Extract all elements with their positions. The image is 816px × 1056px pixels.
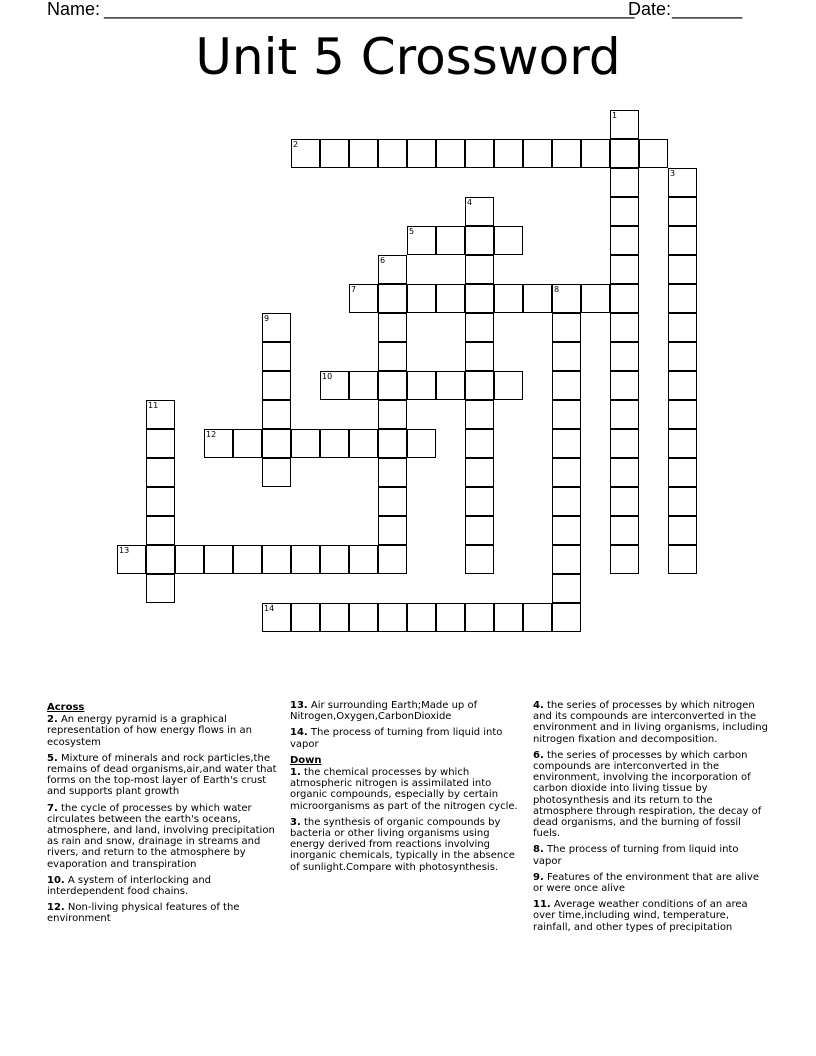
clue-item-number: 5. [47, 752, 58, 764]
grid-cell[interactable] [262, 458, 291, 487]
clue-item-number: 11. [533, 899, 551, 911]
grid-cell[interactable] [610, 429, 639, 458]
clue-number: 7 [351, 285, 357, 294]
grid-cell[interactable] [465, 603, 494, 632]
grid-cell[interactable] [407, 226, 436, 255]
grid-cell[interactable] [262, 400, 291, 429]
grid-cell[interactable] [581, 284, 610, 313]
grid-cell[interactable] [668, 255, 697, 284]
name-label: Name: [47, 0, 106, 19]
date-label: Date: [628, 0, 677, 19]
clue-item [533, 899, 768, 933]
grid-cell[interactable] [320, 429, 349, 458]
grid-cell[interactable] [610, 313, 639, 342]
grid-cell[interactable] [523, 603, 552, 632]
clue-section-heading: Down [290, 754, 322, 766]
grid-cell[interactable] [465, 371, 494, 400]
grid-cell[interactable] [668, 226, 697, 255]
date-line[interactable]: _______ [672, 0, 743, 19]
clue-item-text: Average weather conditions of an area over time,including wind, temperature, rainfall, and other types of precipitation [533, 899, 748, 933]
grid-cell[interactable] [262, 545, 291, 574]
grid-cell[interactable] [407, 139, 436, 168]
clue-item-number: 8. [533, 844, 544, 856]
grid-cell[interactable] [349, 603, 378, 632]
grid-cell[interactable] [146, 487, 175, 516]
grid-cell[interactable] [262, 603, 291, 632]
grid-cell[interactable] [523, 284, 552, 313]
clue-item [47, 753, 282, 798]
grid-cell[interactable] [465, 516, 494, 545]
clue-item [47, 714, 282, 748]
clue-number: 9 [264, 314, 270, 323]
grid-cell[interactable] [349, 139, 378, 168]
grid-cell[interactable] [146, 545, 175, 574]
grid-cell[interactable] [610, 342, 639, 371]
grid-cell[interactable] [320, 371, 349, 400]
grid-cell[interactable] [668, 487, 697, 516]
grid-cell[interactable] [610, 197, 639, 226]
clue-number: 14 [264, 604, 275, 613]
grid-cell[interactable] [465, 226, 494, 255]
grid-cell[interactable] [378, 545, 407, 574]
clue-item [533, 844, 768, 866]
clue-item-text: the series of processes by which nitrogen and its compounds are interconverted in the environment and in living organisms, including nitrogen fixation and decomposition. [533, 700, 768, 745]
grid-cell[interactable] [552, 574, 581, 603]
grid-cell[interactable] [175, 545, 204, 574]
grid-cell[interactable] [610, 371, 639, 400]
grid-cell[interactable] [552, 284, 581, 313]
grid-cell[interactable] [465, 545, 494, 574]
grid-cell[interactable] [552, 400, 581, 429]
clue-number: 10 [322, 372, 333, 381]
grid-cell[interactable] [204, 545, 233, 574]
clue-item-text: the synthesis of organic compounds by bacteria or other living organisms using energy derived from reactions involving inorganic chemicals, typically in the absence of sunlight.Compare with photosynthesis. [290, 816, 515, 873]
clue-item-number: 6. [533, 749, 544, 761]
grid-cell[interactable] [378, 516, 407, 545]
clue-number: 8 [554, 285, 560, 294]
clue-item [533, 872, 768, 894]
grid-cell[interactable] [610, 458, 639, 487]
grid-cell[interactable] [407, 429, 436, 458]
grid-cell[interactable] [378, 371, 407, 400]
grid-cell[interactable] [465, 400, 494, 429]
grid-cell[interactable] [291, 545, 320, 574]
clues-column-2 [290, 700, 525, 878]
grid-cell[interactable] [465, 342, 494, 371]
grid-cell[interactable] [378, 603, 407, 632]
clue-item [290, 817, 525, 873]
grid-cell[interactable] [552, 516, 581, 545]
grid-cell[interactable] [668, 284, 697, 313]
grid-cell[interactable] [378, 139, 407, 168]
clue-item-number: 3. [290, 816, 301, 828]
clue-number: 4 [467, 198, 473, 207]
grid-cell[interactable] [465, 197, 494, 226]
grid-cell[interactable] [291, 429, 320, 458]
clue-item-number: 13. [290, 700, 308, 711]
grid-cell[interactable] [349, 284, 378, 313]
grid-cell[interactable] [610, 545, 639, 574]
grid-cell[interactable] [610, 139, 639, 168]
grid-cell[interactable] [291, 603, 320, 632]
grid-cell[interactable] [465, 313, 494, 342]
grid-cell[interactable] [668, 400, 697, 429]
clue-number: 3 [670, 169, 676, 178]
grid-cell[interactable] [552, 371, 581, 400]
grid-cell[interactable] [407, 371, 436, 400]
grid-cell[interactable] [378, 429, 407, 458]
grid-cell[interactable] [146, 574, 175, 603]
grid-cell[interactable] [320, 545, 349, 574]
clue-item [533, 700, 768, 745]
clue-item-number: 9. [533, 871, 544, 883]
clue-number: 5 [409, 227, 415, 236]
clue-item [47, 803, 282, 870]
clue-number: 12 [206, 430, 217, 439]
grid-cell[interactable] [436, 139, 465, 168]
grid-cell[interactable] [610, 226, 639, 255]
grid-cell[interactable] [146, 429, 175, 458]
grid-cell[interactable] [262, 429, 291, 458]
grid-cell[interactable] [668, 168, 697, 197]
grid-cell[interactable] [610, 168, 639, 197]
grid-cell[interactable] [668, 516, 697, 545]
grid-cell[interactable] [668, 313, 697, 342]
grid-cell[interactable] [668, 458, 697, 487]
grid-cell[interactable] [552, 139, 581, 168]
clue-item-text: the cycle of processes by which water circulates between the earth's oceans, atmosphere, and land, involving precipitation as rain and snow, drainage in streams and rivers, and return to the atmosphere by evaporation and transpiration [47, 802, 275, 870]
grid-cell[interactable] [668, 197, 697, 226]
clue-item-text: Features of the environment that are alive or were once alive [533, 871, 759, 895]
grid-cell[interactable] [204, 429, 233, 458]
clue-item-text: Non-living physical features of the environment [47, 902, 240, 925]
clues-column-3 [533, 700, 768, 938]
grid-cell[interactable] [552, 545, 581, 574]
grid-cell[interactable] [494, 226, 523, 255]
grid-cell[interactable] [610, 284, 639, 313]
grid-cell[interactable] [378, 458, 407, 487]
clue-item-number: 4. [533, 700, 544, 711]
grid-cell[interactable] [494, 603, 523, 632]
clue-item [533, 750, 768, 840]
clue-item [290, 727, 525, 749]
grid-cell[interactable] [262, 342, 291, 371]
grid-cell[interactable] [436, 226, 465, 255]
grid-cell[interactable] [552, 603, 581, 632]
grid-cell[interactable] [610, 110, 639, 139]
grid-cell[interactable] [465, 458, 494, 487]
grid-cell[interactable] [233, 545, 262, 574]
grid-cell[interactable] [146, 516, 175, 545]
grid-cell[interactable] [407, 603, 436, 632]
grid-cell[interactable] [378, 313, 407, 342]
clue-item-number: 7. [47, 802, 58, 814]
clue-item-text: Mixture of minerals and rock particles,the remains of dead organisms,air,and water that forms on the top-most layer of Earth's crust and supports plant growth [47, 752, 277, 798]
clue-number: 13 [119, 546, 130, 555]
grid-cell[interactable] [523, 139, 552, 168]
grid-cell[interactable] [668, 371, 697, 400]
clue-number: 11 [148, 401, 159, 410]
clue-item [47, 902, 282, 924]
name-line[interactable]: _____________________________________________________ [104, 0, 635, 19]
clue-number: 6 [380, 256, 386, 265]
grid-cell[interactable] [610, 400, 639, 429]
clue-item-text: the series of processes by which carbon compounds are interconverted in the environment, involving the incorporation of carbon dioxide into living tissue by photosynthesis and its return to the atmosphere through respiration, the decay of dead organisms, and the burning of fossil fuels. [533, 749, 762, 840]
grid-cell[interactable] [233, 429, 262, 458]
page-title: Unit 5 Crossword [195, 28, 621, 86]
grid-cell[interactable] [494, 284, 523, 313]
clue-section-heading: Across [47, 702, 85, 713]
clue-item-number: 10. [47, 874, 65, 886]
grid-cell[interactable] [494, 139, 523, 168]
clue-number: 2 [293, 140, 299, 149]
clue-item-number: 12. [47, 902, 65, 914]
clue-number: 1 [612, 111, 618, 120]
grid-cell[interactable] [668, 342, 697, 371]
grid-cell[interactable] [610, 255, 639, 284]
grid-cell[interactable] [349, 371, 378, 400]
grid-cell[interactable] [378, 342, 407, 371]
grid-cell[interactable] [465, 139, 494, 168]
clue-item-text: the chemical processes by which atmospheric nitrogen is assimilated into organic compounds, especially by certain microorganisms as part of the nitrogen cycle. [290, 767, 518, 812]
grid-cell[interactable] [552, 313, 581, 342]
grid-cell[interactable] [436, 371, 465, 400]
grid-cell[interactable] [668, 429, 697, 458]
clues-column-1 [47, 700, 282, 930]
grid-cell[interactable] [494, 371, 523, 400]
grid-cell[interactable] [378, 400, 407, 429]
grid-cell[interactable] [117, 545, 146, 574]
grid-cell[interactable] [465, 429, 494, 458]
grid-cell[interactable] [349, 545, 378, 574]
grid-cell[interactable] [407, 284, 436, 313]
grid-cell[interactable] [291, 139, 320, 168]
grid-cell[interactable] [668, 545, 697, 574]
grid-cell[interactable] [610, 487, 639, 516]
grid-cell[interactable] [610, 516, 639, 545]
clue-item-text: The process of turning from liquid into vapor [290, 727, 503, 750]
grid-cell[interactable] [146, 458, 175, 487]
clue-item [290, 700, 525, 722]
clue-item [290, 767, 525, 812]
grid-cell[interactable] [436, 284, 465, 313]
grid-cell[interactable] [320, 139, 349, 168]
grid-cell[interactable] [378, 255, 407, 284]
grid-cell[interactable] [378, 284, 407, 313]
grid-cell[interactable] [262, 313, 291, 342]
clue-item-text: A system of interlocking and interdependent food chains. [47, 874, 212, 898]
clue-item-number: 14. [290, 727, 308, 739]
grid-cell[interactable] [552, 342, 581, 371]
grid-cell[interactable] [581, 139, 610, 168]
grid-cell[interactable] [552, 429, 581, 458]
clue-item-number: 1. [290, 767, 301, 779]
grid-cell[interactable] [639, 139, 668, 168]
clue-item [47, 875, 282, 897]
grid-cell[interactable] [436, 603, 465, 632]
clue-item-text: The process of turning from liquid into vapor [533, 844, 739, 867]
grid-cell[interactable] [552, 458, 581, 487]
grid-cell[interactable] [349, 429, 378, 458]
grid-cell[interactable] [146, 400, 175, 429]
grid-cell[interactable] [465, 284, 494, 313]
grid-cell[interactable] [465, 487, 494, 516]
grid-cell[interactable] [320, 603, 349, 632]
grid-cell[interactable] [465, 255, 494, 284]
grid-cell[interactable] [378, 487, 407, 516]
grid-cell[interactable] [262, 371, 291, 400]
grid-cell[interactable] [552, 487, 581, 516]
clue-item-number: 2. [47, 714, 58, 726]
clue-item-text: An energy pyramid is a graphical representation of how energy flows in an ecosystem [47, 714, 252, 748]
clue-item-text: Air surrounding Earth;Made up of Nitrogen,Oxygen,CarbonDioxide [290, 700, 478, 723]
